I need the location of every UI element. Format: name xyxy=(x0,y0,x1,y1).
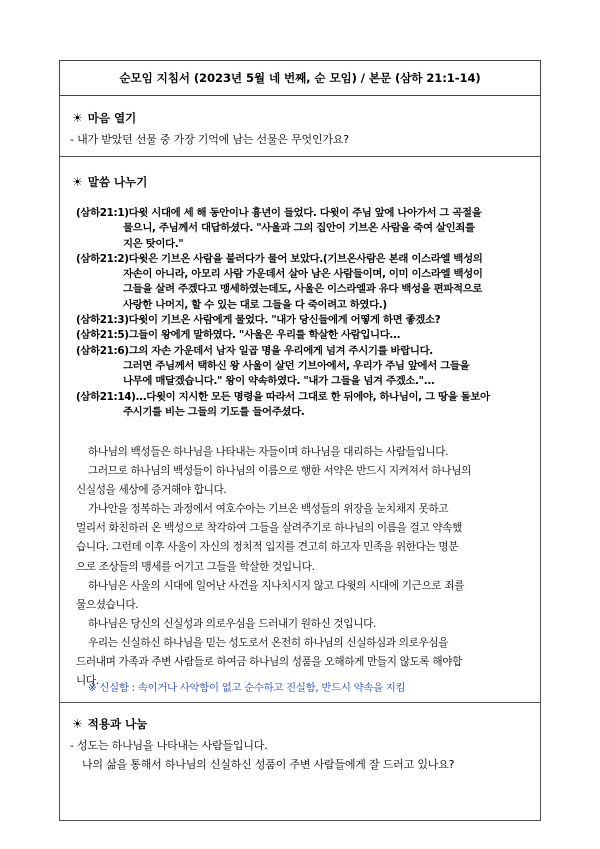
verse-text: 그들이 왕에게 말하였다. "사울은 우리를 학살한 사람입니다... xyxy=(128,329,401,342)
opening-section-heading xyxy=(72,110,136,126)
main-box xyxy=(59,96,541,821)
commentary-line: 멀리서 화친하러 온 백성으로 착각하여 그들을 살려주기로 하나님의 이름을 걸고 약속했 xyxy=(76,522,462,535)
verse-first-line xyxy=(76,390,532,405)
commentary-line: 습니다. 그런데 이후 사울이 자신의 정치적 입지를 견고히 하고자 민족을 위한다는 명분 xyxy=(76,541,459,554)
commentary-line: 하나님은 당신의 신실성과 의로우심을 드러내기 원하신 것입니다. xyxy=(88,617,376,630)
verse-text: 물으니, 주님께서 대답하셨다. "사울과 그의 집안이 기브온 사람을 죽여 살인죄를 xyxy=(123,222,475,235)
commentary-line: 하나님은 사울의 시대에 일어난 사건을 지나치시지 않고 다윗의 시대에 기근으로 죄를 xyxy=(88,579,465,592)
commentary-line: 물으셨습니다. xyxy=(76,598,139,611)
commentary-line: 우리는 신실하신 하나님을 믿는 성도로서 온전히 하나님의 신실하심과 의로우심을 xyxy=(88,636,449,649)
verse-reference: (삼하21:2) xyxy=(76,252,129,265)
page-title: 순모임 지침서 (2023년 5월 네 번째, 순 모임) / 본문 (삼하 21:1-14) xyxy=(119,71,481,85)
scripture-verse xyxy=(76,313,532,328)
scripture-verse xyxy=(76,252,532,313)
commentary-line: 가나안을 정복하는 과정에서 여호수아는 기브온 백성들의 위장을 눈치채지 못하고 xyxy=(88,503,449,516)
verse-continuation-line xyxy=(76,298,532,313)
verse-text: 나무에 매달겠습니다." 왕이 약속하였다. "내가 그들을 넘겨 주겠소."... xyxy=(123,375,435,388)
definition-note: ※ 신실함 : 속이거나 사악함이 없고 순수하고 진실함, 반드시 약속을 지킴 xyxy=(88,682,406,694)
verse-continuation-line xyxy=(76,359,532,374)
verse-continuation-line xyxy=(76,221,532,236)
verse-text: 다윗이 기브온 사람에게 물었다. "내가 당신들에게 어떻게 하면 좋겠소? xyxy=(128,314,441,327)
section-divider xyxy=(60,702,540,703)
verse-text: 주시기를 비는 그들의 기도를 들어주셨다. xyxy=(123,405,305,418)
verse-text: 그의 자손 가운데서 남자 일곱 명을 우리에게 넘겨 주시기를 바랍니다. xyxy=(128,344,433,357)
verse-reference: (삼하21:1) xyxy=(76,207,129,219)
opening-heading-text: 마음 열기 xyxy=(87,111,137,125)
opening-question: - 내가 받았던 선물 중 가장 기억에 남는 선물은 무엇인가요? xyxy=(70,133,349,146)
scripture-verse xyxy=(76,390,532,421)
verse-text: ...다윗이 지시한 모든 명령을 따라서 그대로 한 뒤에야, 하나님이, 그 땅을 돌보아 xyxy=(135,390,490,403)
verse-reference: (삼하21:6) xyxy=(76,344,129,357)
verse-reference: (삼하21:5) xyxy=(76,329,129,342)
title-box xyxy=(59,60,541,96)
commentary-line: 신실성을 세상에 증거해야 합니다. xyxy=(76,484,227,497)
verse-text: 지은 탓이다." xyxy=(123,237,184,250)
verse-continuation-line xyxy=(76,237,532,252)
application-line-2: 나의 삶을 통해서 하나님의 신실하신 성품이 주변 사람들에게 잘 드러고 있나요? xyxy=(82,758,455,771)
scripture-verse xyxy=(76,206,532,252)
verse-continuation-line xyxy=(76,405,532,420)
verse-text: 사랑한 나머지, 할 수 있는 대로 그들을 다 죽이려고 하였다.) xyxy=(123,298,387,311)
word-heading-text: 말씀 나누기 xyxy=(87,175,148,189)
application-section-heading xyxy=(72,716,147,732)
verse-continuation-line xyxy=(76,282,532,297)
scripture-verse xyxy=(76,328,532,343)
application-line-1: - 성도는 하나님을 나타내는 사람들입니다. xyxy=(70,739,268,752)
commentary-line: 니다. xyxy=(76,675,99,688)
verse-reference: (삼하21:3) xyxy=(76,314,129,327)
commentary-line: 으로 조상들의 맹세를 어기고 그들을 학살한 것입니다. xyxy=(76,560,315,573)
sun-icon: ☀ xyxy=(72,717,83,731)
verse-text: 다윗 시대에 세 해 동안이나 흉년이 들었다. 다윗이 주님 앞에 나아가서 그 곡절을 xyxy=(128,207,482,219)
verse-first-line xyxy=(76,252,532,267)
verse-text: 다윗은 기브온 사람을 불러다가 물어 보았다.(기브온사람은 본래 이스라엘 백성의 xyxy=(128,252,483,265)
sun-icon: ☀ xyxy=(72,111,83,125)
commentary-line: 그러므로 하나님의 백성들이 하나님의 이름으로 행한 서약은 반드시 지켜져서 하나님의 xyxy=(88,465,471,478)
sun-icon: ☀ xyxy=(72,175,83,189)
commentary xyxy=(76,443,534,691)
verse-text: 그러면 주님께서 택하신 왕 사울이 살던 기브아에서, 우리가 주님 앞에서 그들을 xyxy=(123,359,470,372)
verse-first-line xyxy=(76,328,532,343)
verse-text: 그들을 살려 주겠다고 맹세하였는데도, 사울은 이스라엘과 유다 백성을 편파적으로 xyxy=(123,283,483,296)
scripture-verse xyxy=(76,344,532,390)
verse-reference: (삼하21:14) xyxy=(76,390,136,403)
word-section-heading xyxy=(72,174,147,190)
verse-continuation-line xyxy=(76,267,532,282)
verse-first-line xyxy=(76,313,532,328)
verse-first-line xyxy=(76,344,532,359)
section-divider xyxy=(60,156,540,157)
verse-first-line xyxy=(76,206,532,221)
commentary-line: 하나님의 백성들은 하나님을 나타내는 자들이며 하나님을 대리하는 사람들입니다. xyxy=(88,446,449,458)
scripture-passage xyxy=(76,206,532,420)
commentary-line: 드러내며 가족과 주변 사람들로 하여금 하나님의 성품을 오해하게 만들지 않도록 해야합 xyxy=(76,656,462,669)
application-heading-text: 적용과 나눔 xyxy=(87,717,148,731)
verse-text: 자손이 아니라, 아모리 사람 가운데서 살아 남은 사람들이며, 이미 이스라엘 백성이 xyxy=(123,268,483,281)
verse-continuation-line xyxy=(76,374,532,389)
